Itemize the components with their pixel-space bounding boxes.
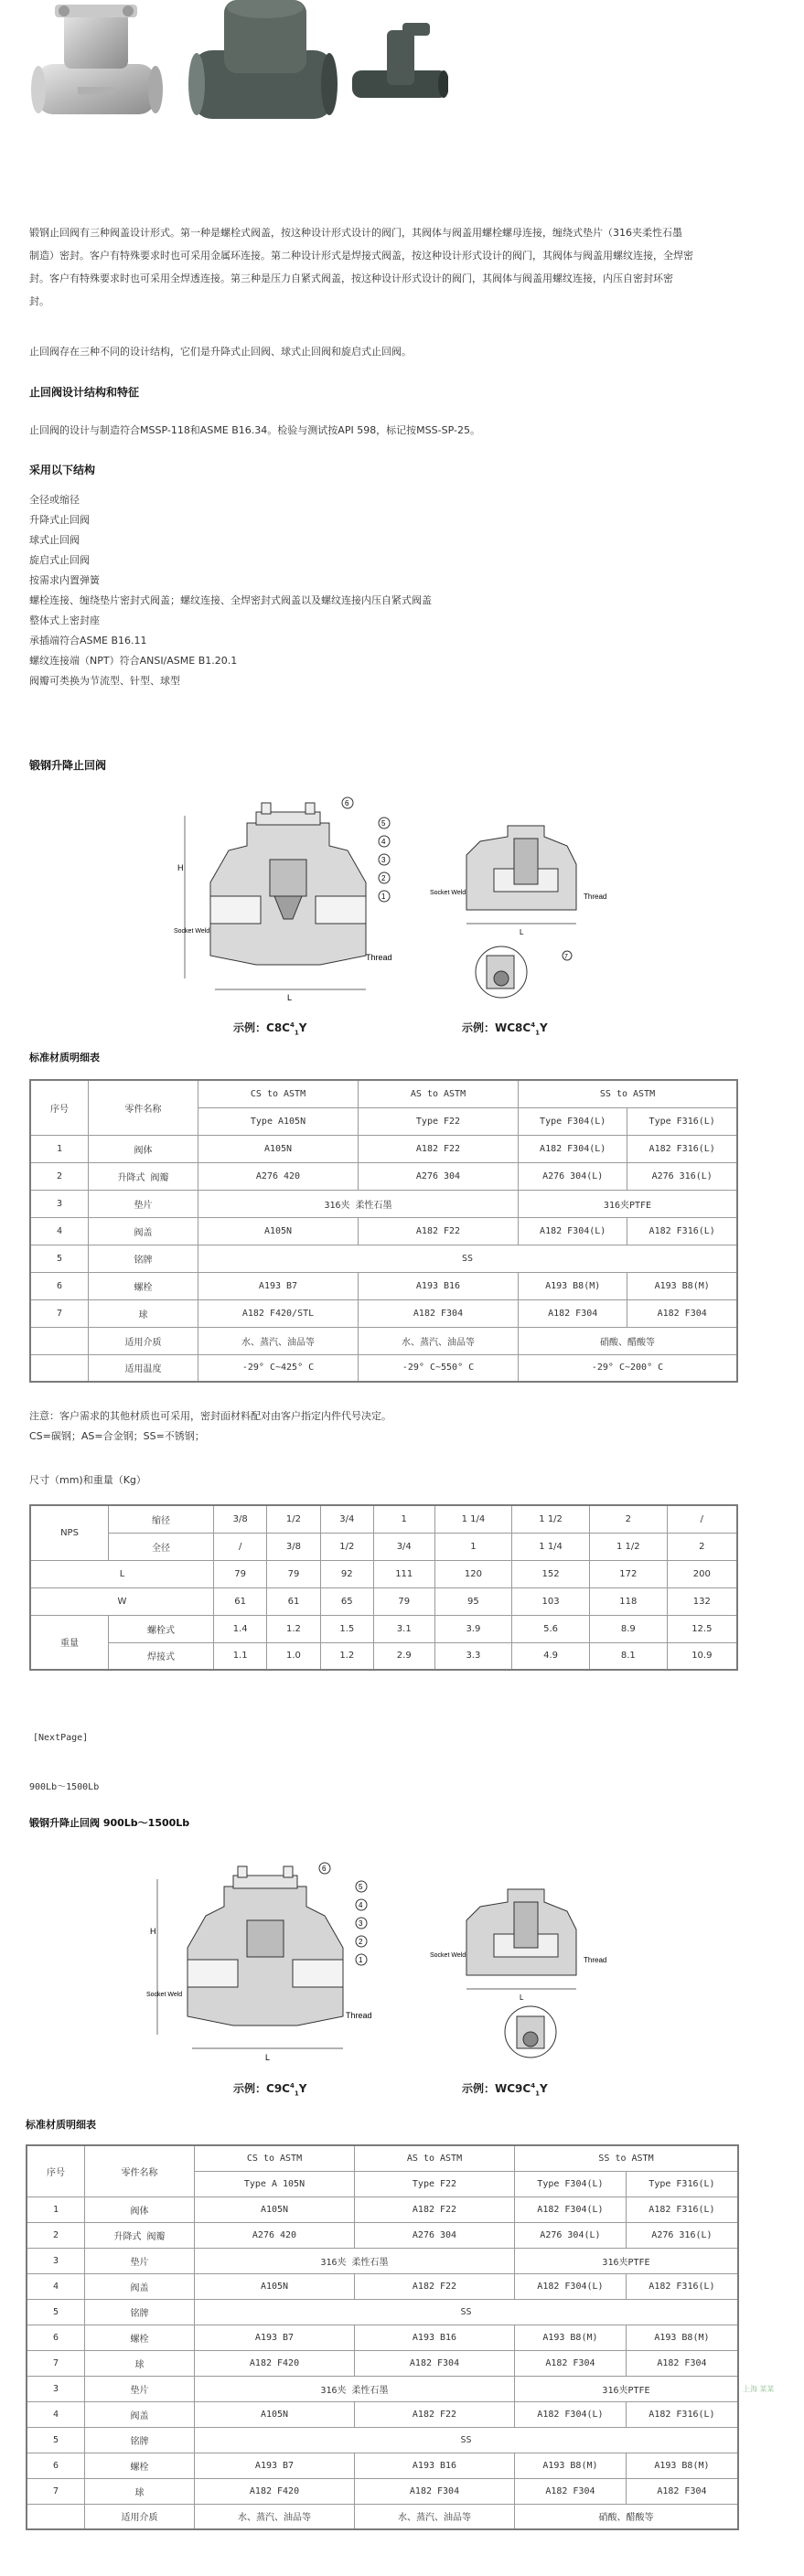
intro-line-2: 制造）密封。客户有特殊要求时也可采用金属环连接。第二种设计形式是焊接式阀盖，按这种设计形式设计的阀门，其阀体与阀盖用螺纹连接，全焊密 — [29, 250, 693, 262]
cell-f316: A193 B8(M) — [626, 2325, 738, 2350]
cell-cs: A105N — [195, 2197, 355, 2222]
row-label: L — [30, 1560, 214, 1587]
cell: 1.5 — [320, 1615, 373, 1642]
cell: 5.6 — [512, 1615, 590, 1642]
callout: 7 — [564, 954, 568, 960]
cell-span: SS — [198, 1245, 738, 1272]
callout: 4 — [381, 838, 386, 846]
cell-cs: A193 B7 — [195, 2325, 355, 2350]
cell: 3/4 — [373, 1533, 434, 1560]
cell: 1.4 — [214, 1615, 267, 1642]
cell-no: 3 — [27, 2376, 85, 2401]
cell-part: 升降式 阀瓣 — [89, 1162, 198, 1190]
header-no: 序号 — [30, 1080, 89, 1135]
cell: 118 — [589, 1587, 667, 1615]
cell-no: 1 — [30, 1135, 89, 1162]
cell: 132 — [667, 1587, 737, 1615]
table-row — [30, 1299, 737, 1327]
table-row — [30, 1190, 737, 1217]
cell: 2 — [667, 1533, 737, 1560]
cell-as: A182 F304 — [355, 2350, 515, 2376]
caption-prefix: 示例： — [233, 2082, 267, 2095]
side-watermark: 上海 某某 — [743, 2385, 775, 2393]
cell-span: 316夹 柔性石墨 — [195, 2376, 515, 2401]
cell: 79 — [267, 1560, 320, 1587]
header-f22: Type F22 — [355, 2171, 515, 2197]
callout: 6 — [322, 1865, 327, 1873]
caption-code: WC8C — [495, 1021, 531, 1034]
table-row — [27, 2478, 738, 2504]
caption-tail: Y — [539, 1021, 548, 1034]
cell: 2 — [589, 1505, 667, 1533]
note-abbrev: CS=碳钢；AS=合金钢；SS=不锈钢； — [29, 1430, 205, 1442]
table-row — [27, 2197, 738, 2222]
callout: 3 — [359, 1919, 363, 1928]
cell: 4.9 — [512, 1642, 590, 1670]
cell-no: 5 — [30, 1245, 89, 1272]
caption-tail: Y — [539, 2082, 548, 2095]
callout: 5 — [381, 819, 386, 828]
cell-as: A182 F304 — [355, 2478, 515, 2504]
cell: 3.3 — [434, 1642, 512, 1670]
cell-as: A182 F22 — [355, 2273, 515, 2299]
list-item: 球式止回阀 — [29, 534, 80, 546]
cell-no: 6 — [27, 2453, 85, 2478]
design-types-paragraph: 止回阀存在三种不同的设计结构，它们是升降式止回阀、球式止回阀和旋启式止回阀。 — [29, 346, 412, 358]
dim-H-label: H — [177, 863, 184, 872]
dim-L-label: L — [520, 1993, 524, 2002]
socket-weld-label: Socket Weld — [174, 928, 210, 935]
caption-sup: 4 — [289, 2082, 295, 2090]
row-label: 全径 — [109, 1533, 214, 1560]
socket-weld-label: Socket Weld — [430, 1952, 466, 1959]
cell-part: 适用温度 — [89, 1354, 198, 1382]
caption-sup: 4 — [289, 1021, 295, 1029]
design-heading: 止回阀设计结构和特征 — [29, 386, 140, 399]
cell-cs: A105N — [195, 2273, 355, 2299]
header-a105: Type A 105N — [195, 2171, 355, 2197]
row-label: 缩径 — [109, 1505, 214, 1533]
list-item: 旋启式止回阀 — [29, 554, 90, 566]
cell-f304: A182 F304(L) — [515, 2273, 627, 2299]
cell-no: 4 — [30, 1217, 89, 1245]
next-page-link[interactable]: [NextPage] — [33, 1733, 89, 1743]
caption-sup: 4 — [531, 1021, 536, 1029]
cell-no: 3 — [27, 2248, 85, 2273]
cell-f316: A182 F316(L) — [626, 2273, 738, 2299]
header-f22: Type F22 — [359, 1107, 519, 1135]
cell-cs: A276 420 — [195, 2222, 355, 2248]
cell-f304: A193 B8(M) — [515, 2325, 627, 2350]
cell-as: A193 B16 — [355, 2453, 515, 2478]
intro-line-1: 锻钢止回阀有三种阀盖设计形式。第一种是螺栓式阀盖，按这种设计形式设计的阀门，其阀体与阀盖用螺栓螺母连接，缠绕式垫片（316夹柔性石墨 — [29, 227, 682, 239]
header-nps: NPS — [30, 1505, 109, 1560]
cell-cs: A182 F420 — [195, 2478, 355, 2504]
cell-no: 2 — [30, 1162, 89, 1190]
cell-no: 3 — [30, 1190, 89, 1217]
header-cs: CS to ASTM — [195, 2145, 355, 2171]
cell-part: 升降式 阀瓣 — [85, 2222, 195, 2248]
header-f316: Type F316(L) — [627, 1107, 737, 1135]
product-photo-stainless-valve — [27, 0, 165, 146]
table-row — [27, 2401, 738, 2427]
note-units: 尺寸（mm)和重量（Kg） — [29, 1474, 146, 1486]
cell-f316: A276 316(L) — [626, 2222, 738, 2248]
table-row — [30, 1135, 737, 1162]
thread-label: Thread — [584, 893, 607, 901]
header-ss: SS to ASTM — [515, 2145, 739, 2171]
section1-drawing-left — [174, 796, 412, 1015]
cell-f304: A193 B8(M) — [515, 2453, 627, 2478]
caption-tail: Y — [298, 2082, 307, 2095]
table-row — [27, 2248, 738, 2273]
standards-paragraph: 止回阀的设计与制造符合MSSP-118和ASME B16.34。检验与测试按API 598，标记按MSS-SP-25。 — [29, 424, 480, 436]
header-part: 零件名称 — [89, 1080, 198, 1135]
cell-part: 垫片 — [85, 2248, 195, 2273]
cell: 200 — [667, 1560, 737, 1587]
class-range-text: 900Lb～1500Lb — [29, 1782, 100, 1792]
size-table — [29, 1504, 738, 1671]
cell-f304: A182 F304 — [515, 2350, 627, 2376]
cell-cs: A105N — [195, 2401, 355, 2427]
cell: 8.1 — [589, 1642, 667, 1670]
cell: 8.9 — [589, 1615, 667, 1642]
cell-cs: 水、蒸汽、油品等 — [198, 1327, 359, 1354]
table-row — [27, 2299, 738, 2325]
caption-sub: 1 — [535, 1029, 540, 1037]
cell-span: 316夹PTFE — [515, 2248, 739, 2273]
callout: 1 — [381, 893, 386, 901]
header-as: AS to ASTM — [355, 2145, 515, 2171]
cell-f316: A182 F316(L) — [627, 1135, 737, 1162]
cell-as: A182 F22 — [355, 2197, 515, 2222]
caption-sub: 1 — [535, 2090, 540, 2098]
cell-f304: A182 F304 — [519, 1299, 627, 1327]
section2-title: 锻钢升降止回阀 900Lb～1500Lb — [29, 1817, 190, 1829]
header-f304: Type F304(L) — [515, 2171, 627, 2197]
cell-f316: A182 F304 — [627, 1299, 737, 1327]
note-materials: 注意：客户需求的其他材质也可采用，密封面材料配对由客户指定内件代号决定。 — [29, 1410, 391, 1422]
cell-part: 球 — [85, 2350, 195, 2376]
intro-line-3: 封。客户有特殊要求时也可采用全焊透连接。第三种是压力自紧式阀盖，按这种设计形式设计的阀门，其阀体与阀盖用螺纹连接，内压自密封环密 — [29, 273, 673, 284]
section2-caption-right — [462, 2080, 548, 2097]
socket-weld-label: Socket Weld — [146, 1992, 183, 1998]
cell-part: 球 — [89, 1299, 198, 1327]
cell-no: 2 — [27, 2222, 85, 2248]
cell: 1 — [373, 1505, 434, 1533]
callout: 1 — [359, 1956, 363, 1964]
cell: 172 — [589, 1560, 667, 1587]
cell: 95 — [434, 1587, 512, 1615]
cell-as: 水、蒸汽、油品等 — [355, 2504, 515, 2529]
cell: 1.0 — [267, 1642, 320, 1670]
cell-no: 7 — [27, 2478, 85, 2504]
header-f304: Type F304(L) — [519, 1107, 627, 1135]
row-label: 焊接式 — [109, 1642, 214, 1670]
cell-f316: A182 F316(L) — [626, 2197, 738, 2222]
socket-weld-label: Socket Weld — [430, 890, 466, 896]
dim-H-label: H — [150, 1927, 156, 1936]
cell: 1 1/2 — [512, 1505, 590, 1533]
callout: 6 — [345, 799, 349, 807]
cell: 3/8 — [214, 1505, 267, 1533]
header-f316: Type F316(L) — [626, 2171, 738, 2197]
cell-part: 阀体 — [85, 2197, 195, 2222]
cell: 3.1 — [373, 1615, 434, 1642]
caption-sub: 1 — [294, 2090, 299, 2098]
header-part: 零件名称 — [85, 2145, 195, 2197]
cell-span: 316夹PTFE — [515, 2376, 739, 2401]
caption-sub: 1 — [294, 1029, 299, 1037]
cell: 61 — [267, 1587, 320, 1615]
callout: 5 — [359, 1883, 363, 1891]
cell-as: 水、蒸汽、油品等 — [359, 1327, 519, 1354]
cell-as: A182 F22 — [355, 2401, 515, 2427]
cell: 1 — [434, 1533, 512, 1560]
table-row — [30, 1327, 737, 1354]
cell-cs: A105N — [198, 1217, 359, 1245]
row-label: 螺栓式 — [109, 1615, 214, 1642]
cell: 79 — [214, 1560, 267, 1587]
list-item: 全径或缩径 — [29, 494, 80, 506]
caption-prefix: 示例： — [462, 2082, 496, 2095]
cell-f304: A182 F304(L) — [515, 2197, 627, 2222]
cell-f316: A182 F304 — [626, 2478, 738, 2504]
cell-cs: 水、蒸汽、油品等 — [195, 2504, 355, 2529]
cell: 3.9 — [434, 1615, 512, 1642]
cell: 1 1/4 — [512, 1533, 590, 1560]
cell-part: 垫片 — [89, 1190, 198, 1217]
cell: 103 — [512, 1587, 590, 1615]
cell: 12.5 — [667, 1615, 737, 1642]
cell: 92 — [320, 1560, 373, 1587]
callout: 2 — [359, 1938, 363, 1946]
structure-heading: 采用以下结构 — [29, 464, 96, 476]
list-item: 升降式止回阀 — [29, 514, 90, 526]
cell-as: A193 B16 — [355, 2325, 515, 2350]
caption-prefix: 示例： — [462, 1021, 496, 1034]
table-row — [30, 1354, 737, 1382]
section1-caption-right — [462, 1020, 548, 1036]
cell-part: 阀盖 — [85, 2273, 195, 2299]
thread-label: Thread — [584, 1956, 607, 1964]
material-table2-title: 标准材质明细表 — [26, 2119, 96, 2131]
list-item: 阀瓣可类换为节流型、针型、球型 — [29, 675, 180, 687]
table-row — [27, 2350, 738, 2376]
cell-f304: A276 304(L) — [519, 1162, 627, 1190]
cell-no: 4 — [27, 2401, 85, 2427]
cell-span: -29° C~200° C — [519, 1354, 738, 1382]
table-row — [27, 2504, 738, 2529]
cell-part: 垫片 — [85, 2376, 195, 2401]
cell-cs: -29° C~425° C — [198, 1354, 359, 1382]
cell-span: 316夹 柔性石墨 — [195, 2248, 515, 2273]
cell-f304: A193 B8(M) — [519, 1272, 627, 1299]
product-photo-small-valve — [352, 23, 448, 123]
thread-label: Thread — [366, 953, 392, 962]
cell-span: 316夹PTFE — [519, 1190, 738, 1217]
section1-drawing-right — [430, 809, 613, 1010]
cell: 65 — [320, 1587, 373, 1615]
cell-part: 螺栓 — [85, 2325, 195, 2350]
cell-as: -29° C~550° C — [359, 1354, 519, 1382]
cell: 1.1 — [214, 1642, 267, 1670]
cell-span: SS — [195, 2427, 739, 2453]
header-ss: SS to ASTM — [519, 1080, 738, 1107]
dim-L-label: L — [287, 993, 293, 1002]
list-item: 螺栓连接、缠绕垫片密封式阀盖；螺纹连接、全焊密封式阀盖以及螺纹连接内压自紧式阀盖 — [29, 594, 432, 606]
material-table-title: 标准材质明细表 — [29, 1052, 100, 1064]
caption-code: C8C — [266, 1021, 290, 1034]
list-item: 整体式上密封座 — [29, 615, 100, 626]
callout: 3 — [381, 856, 386, 864]
intro-paragraph — [29, 221, 761, 313]
section1-caption-left — [233, 1020, 306, 1036]
cell-as: A182 F304 — [359, 1299, 519, 1327]
header-as: AS to ASTM — [359, 1080, 519, 1107]
cell-part: 铭牌 — [85, 2299, 195, 2325]
dim-L-label: L — [265, 2053, 271, 2062]
dim-L-label: L — [520, 928, 524, 936]
table-row — [30, 1272, 737, 1299]
cell-f304: A182 F304 — [515, 2478, 627, 2504]
thread-label: Thread — [346, 2011, 372, 2020]
section2-drawing-left — [146, 1861, 389, 2071]
cell-no: 5 — [27, 2427, 85, 2453]
cell-part: 螺栓 — [89, 1272, 198, 1299]
table-row — [27, 2453, 738, 2478]
cell-span: SS — [195, 2299, 739, 2325]
cell-f304: A182 F304(L) — [519, 1135, 627, 1162]
caption-prefix: 示例： — [233, 1021, 267, 1034]
table-row — [27, 2427, 738, 2453]
cell-f316: A193 B8(M) — [627, 1272, 737, 1299]
list-item: 螺纹连接端（NPT）符合ANSI/ASME B1.20.1 — [29, 655, 238, 667]
cell-no: 4 — [27, 2273, 85, 2299]
cell-f316: A276 316(L) — [627, 1162, 737, 1190]
cell-no: 6 — [27, 2325, 85, 2350]
cell: 10.9 — [667, 1642, 737, 1670]
cell-f304: A276 304(L) — [515, 2222, 627, 2248]
header-weight: 重量 — [30, 1615, 109, 1670]
table-row — [27, 2273, 738, 2299]
intro-line-4: 封。 — [29, 295, 49, 307]
cell-part: 阀盖 — [89, 1217, 198, 1245]
cell-as: A276 304 — [359, 1162, 519, 1190]
cell: 61 — [214, 1587, 267, 1615]
cell-as: A276 304 — [355, 2222, 515, 2248]
cell: 1/2 — [320, 1533, 373, 1560]
cell-span: 316夹 柔性石墨 — [198, 1190, 519, 1217]
cell-cs: A276 420 — [198, 1162, 359, 1190]
cell-span: 硝酸、醋酸等 — [519, 1327, 738, 1354]
cell: 152 — [512, 1560, 590, 1587]
cell-part: 适用介质 — [85, 2504, 195, 2529]
section1-title: 锻钢升降止回阀 — [29, 759, 107, 772]
cell-cs: A182 F420 — [195, 2350, 355, 2376]
section2-caption-left — [233, 2080, 306, 2097]
cell: 1.2 — [320, 1642, 373, 1670]
cell-f304: A182 F304(L) — [515, 2401, 627, 2427]
cell-part: 铭牌 — [89, 1245, 198, 1272]
row-label: W — [30, 1587, 214, 1615]
header-a105: Type A105N — [198, 1107, 359, 1135]
section2-drawing-right — [430, 1875, 613, 2067]
cell-part: 阀体 — [89, 1135, 198, 1162]
cell-span: 硝酸、醋酸等 — [515, 2504, 739, 2529]
cell: 3/4 — [320, 1505, 373, 1533]
cell-no: 7 — [27, 2350, 85, 2376]
cell-no: 1 — [27, 2197, 85, 2222]
cell-cs: A105N — [198, 1135, 359, 1162]
cell-part: 适用介质 — [89, 1327, 198, 1354]
cell-no: 6 — [30, 1272, 89, 1299]
cell: 1 1/4 — [434, 1505, 512, 1533]
callout: 4 — [359, 1901, 363, 1909]
product-photo-dark-valve — [188, 0, 338, 137]
cell-f316: A182 F316(L) — [627, 1217, 737, 1245]
header-cs: CS to ASTM — [198, 1080, 359, 1107]
cell: 1.2 — [267, 1615, 320, 1642]
cell-part: 球 — [85, 2478, 195, 2504]
material-table — [29, 1079, 738, 1383]
cell-part: 铭牌 — [85, 2427, 195, 2453]
caption-code: C9C — [266, 2082, 290, 2095]
cell: 3/8 — [267, 1533, 320, 1560]
cell-f316: A182 F316(L) — [626, 2401, 738, 2427]
list-item: 按需求内置弹簧 — [29, 574, 100, 586]
caption-code: WC9C — [495, 2082, 531, 2095]
cell: / — [667, 1505, 737, 1533]
cell-f304: A182 F304(L) — [519, 1217, 627, 1245]
material-table-2 — [26, 2144, 739, 2530]
cell: 120 — [434, 1560, 512, 1587]
cell-part: 螺栓 — [85, 2453, 195, 2478]
cell-part: 阀盖 — [85, 2401, 195, 2427]
cell-cs: A182 F420/STL — [198, 1299, 359, 1327]
table-row — [30, 1217, 737, 1245]
cell: / — [214, 1533, 267, 1560]
caption-sup: 4 — [531, 2082, 536, 2090]
cell-f316: A182 F304 — [626, 2350, 738, 2376]
cell-f316: A193 B8(M) — [626, 2453, 738, 2478]
header-no: 序号 — [27, 2145, 85, 2197]
cell: 2.9 — [373, 1642, 434, 1670]
table-row — [30, 1245, 737, 1272]
table-row — [30, 1162, 737, 1190]
cell: 1/2 — [267, 1505, 320, 1533]
cell-as: A182 F22 — [359, 1217, 519, 1245]
caption-tail: Y — [298, 1021, 307, 1034]
table-row — [27, 2376, 738, 2401]
cell: 1 1/2 — [589, 1533, 667, 1560]
cell: 111 — [373, 1560, 434, 1587]
cell-as: A182 F22 — [359, 1135, 519, 1162]
cell-cs: A193 B7 — [195, 2453, 355, 2478]
cell-no: 7 — [30, 1299, 89, 1327]
cell: 79 — [373, 1587, 434, 1615]
callout: 2 — [381, 874, 386, 882]
table-row — [27, 2325, 738, 2350]
cell-cs: A193 B7 — [198, 1272, 359, 1299]
cell-as: A193 B16 — [359, 1272, 519, 1299]
cell-no: 5 — [27, 2299, 85, 2325]
table-row — [27, 2222, 738, 2248]
list-item: 承插端符合ASME B16.11 — [29, 635, 147, 647]
